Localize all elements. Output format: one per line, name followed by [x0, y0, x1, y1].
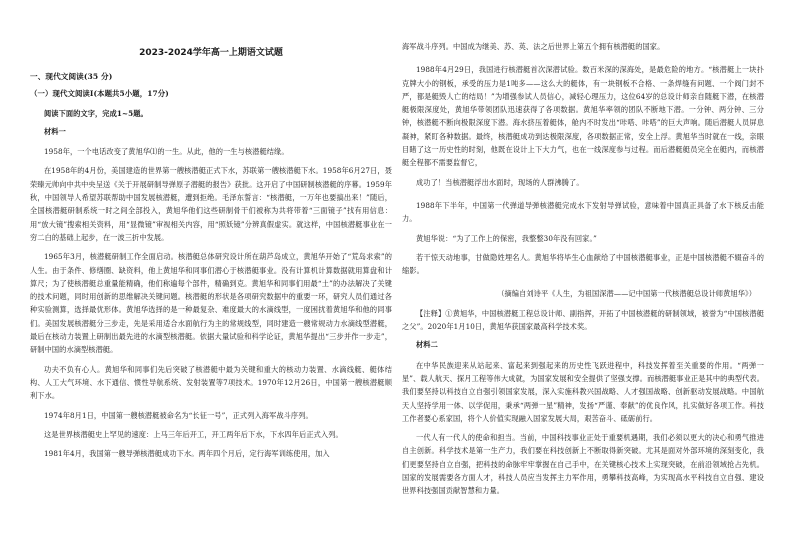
footnote: 【注释】①黄旭华，中国核潜艇工程总设计师、副指挥，开拓了中国核潜艇的研制领域，被誉为“中国核潜艇之父”。2020年1月10日，黄旭华获国家最高科学技术奖。: [402, 308, 764, 332]
paragraph: 1981年4月，我国第一艘导弹核潜艇成功下水。两年四个月后，定行海军训练使用，加入: [44, 449, 330, 459]
material-one-label: 材料一: [44, 126, 66, 136]
paragraph: 成功了！当核潜艇浮出水面时，现场的人群沸腾了。: [416, 177, 584, 187]
paragraph: 1974年8月1日，中国第一艘核潜艇被命名为“长征一号”，正式列入海军战斗序列。: [44, 410, 313, 420]
paragraph: 在1958年的4月份，美国建造的世界第一艘核潜艇正式下水，苏联第一艘核潜艇下水。1958年6月27日，聂荣臻元帅向中共中央呈送《关于开展研制导弹原子潜艇的报告》获批。这开启了中国研制核潜艇的序幕。1959年秋，中国领导人希望苏联帮助中国发展核潜艇，遭到拒绝。毛泽东誓言：“核潜艇，一万年也要搞出来！”随后，全国核潜艇研制系统一时之间全部投入，黄旭华他们这些研制骨干们被称为共将带着“三面镜子”找有用信息：用“放大镜”搜索相关资料，用“显微镜”审视相关内容，用“照妖镜”分辨真假虚实。就这样，中国核潜艇事业在一穷二白的基础上起步，在一波三折中发展。: [30, 166, 392, 242]
paragraph: 黄旭华说：“为了工作上的保密，我整整30年没有回家。”: [416, 233, 597, 243]
page-title: 2023-2024学年高一上期语文试题: [139, 48, 283, 58]
source-citation: （摘编自刘诗平《人生，为祖国深潜——记中国第一代核潜艇总设计师黄旭华》）: [497, 289, 756, 299]
section-heading: 一、现代文阅读(35 分): [30, 72, 113, 81]
material-two-label: 材料二: [416, 340, 438, 350]
paragraph: 若干惊天动地事，甘做隐姓埋名人。黄旭华将毕生心血献给了中国核潜艇事业，正是中国核潜艇不辍奋斗的缩影。: [402, 252, 764, 276]
paragraph: 1965年3月，核潜艇研制工作全面启动。核潜艇总体研究设计所在葫芦岛成立，黄旭华开始了“荒岛求索”的人生。由于条件、修缮圈、缺资料，他上黄旭华和同事们潜心于核潜艇事业。没有计算机计算数据就用算盘和计算尺；为了使核潜艇总重量能精确，他们称遍每个部件，精确到克。黄旭华和同事们用最“土”的办法解决了关键的技术问题，同时用创新的思维解决关键问题。核潜艇的形状是各项研究数据中的重要一环，研究人员们通过各种实验测算，选择最优形体。黄旭华选择的是一种最复杂、难度最大的水滴线型，一度困扰着黄旭华和他的同事们。美国发展核潜艇分三步走，先是采用适合水面航行为主的常规线型，同时建造一艘常规动力水滴线型潜艇，最后在核动力装置上研制出最先进的水滴型核潜艇。依据大量试验和科学论证，黄旭华提出“三步并作一步走”，研制中国的水滴型核潜艇。: [30, 252, 392, 355]
paragraph: 1958年，一个电话改变了黄旭华⑴的一生。从此，他的一生与核潜艇结缘。: [44, 147, 289, 157]
paragraph: 功夫不负有心人。黄旭华和同事们先后突破了核潜艇中最为关键和重大的核动力装置、水滴线艇、艇体结构、人工大气环境、水下通信、惯性导航系统、发射装置等7项技术。1970年12月26日，中国第一艘核潜艇顺利下水。: [30, 364, 392, 401]
paragraph: 一代人有一代人的使命和担当。当前，中国科技事业正处于重要机遇期，我们必须以更大的决心和勇气推进自主创新。科学技术是第一生产力，我们要在科技创新上不断取得新突破。尤其是面对外部环境的深刻变化，我们更要坚持自立自强，把科技的命脉牢牢掌握在自己手中，在关键核心技术上实现突破，在前沿领域抢占先机。国家的发展需要各方面人才，科技人员应当发挥主力军作用，勇攀科技高峰，为实现高水平科技自立自强、建设世界科技强国贡献智慧和力量。: [402, 433, 764, 496]
left-column: [30, 0, 392, 560]
subsection-heading: （一）现代文阅读I(本题共5小题，17分): [30, 89, 169, 99]
instruction-text: 阅读下面的文字，完成1~5题。: [44, 108, 148, 118]
paragraph: 1988年4月29日，我国进行核潜艇首次深潜试验。数百米深的深海处，是最危险的地方。“核潜艇上一块扑克牌大小的钢板，承受的压力是1吨多——这么大的艇体，有一块钢板不合格、一条焊缝有问题、一个阀门封不严，都是艇毁人亡的结局！”为增强参试人员信心，减轻心理压力，这位64岁的总设计师亲自随艇下潜，在核潜艇极限深度处，黄旭华带领团队迅速获得了各项数据。黄旭华率领的团队不断地下潜。一分钟、两分钟、三分钟，核潜艇不断向极限深度下潜。海水挤压着艇体，舱内不时发出“咔嗒、咔嗒”的巨大声响。随后潜艇人员屏息凝神，紧盯各种数据。最终，核潜艇成功到达极限深度，各项数据正常，安全上浮。黄旭华当时就在一线，亲眼目睹了这一历史性的时刻，他既在设计上下大力气，也在一线深度参与过程。而后潜艇艇员完全在艇内，而核潜艇全程都不需要监督它，: [402, 65, 764, 168]
paragraph: 1988年下半年，中国第一代弹道导弹核潜艇完成水下发射导弹试验，意味着中国真正具备了水下核反击能力。: [402, 200, 764, 224]
right-column: [402, 0, 764, 560]
paragraph: 这是世界核潜艇史上罕见的速度：上马三年后开工，开工两年后下水，下水四年后正式入列。: [44, 429, 343, 439]
paragraph: 在中华民族迎来从站起来、富起来到强起来的历史性飞跃进程中，科技发挥着至关重要的作用。“两弹一星”、载人航天、探月工程等伟大成就，为国家发展和安全提供了坚强支撑。而核潜艇事业正是其中的典型代表。我们要坚持以科技自立自强引领国家发展，深入实施科教兴国战略、人才强国战略、创新驱动发展战略。中国航天人坚持学用一体、以学促用，秉承“两弹一星”精神，发扬“严谨、奉献”的优良作风，扎实做好各项工作。科技工作者要心系家国，将个人价值实现融入国家发展大局，艰苦奋斗、砥砺前行。: [402, 360, 764, 423]
paragraph: 海军战斗序列。中国成为继美、苏、英、法之后世界上第五个拥有核潜艇的国家。: [402, 42, 665, 51]
